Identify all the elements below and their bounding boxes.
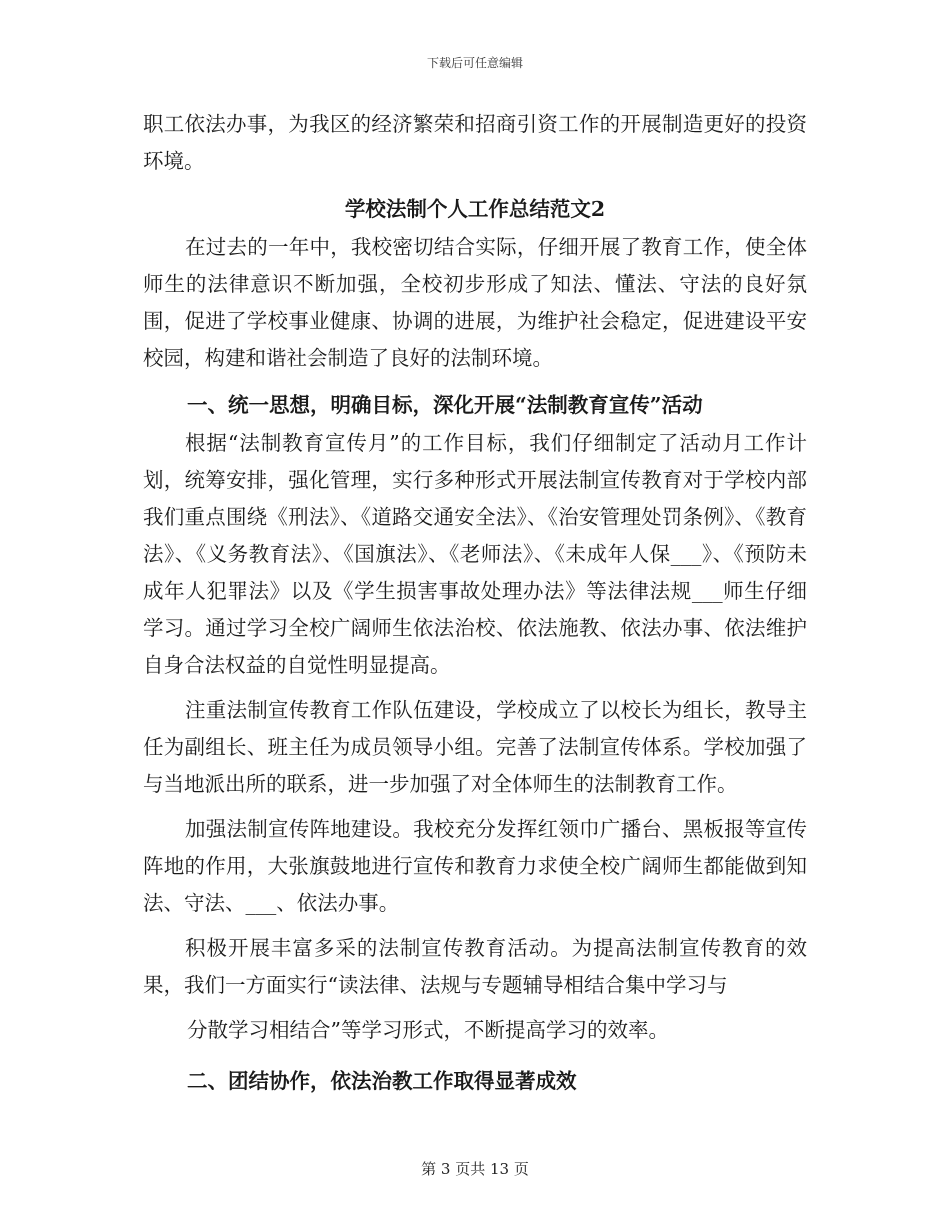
document-title: 学校法制个人工作总结范文2: [344, 197, 606, 221]
page-number: 第 3 页共 13 页: [421, 1160, 529, 1178]
paragraph-activities: 积极开展丰富多采的法制宣传教育活动。为提高法制宣传教育的效果，我们一方面实行“读法律、法规与专题辅导相结合集中学习与: [143, 936, 807, 997]
paragraph-legal-study: 根据“法制教育宣传月”的工作目标，我们仔细制定了活动月工作计划，统筹安排，强化管理，实行多种形式开展法制宣传教育对于学校内部我们重点围绕《刑法》、《道路交通安全法》、《治安管理处罚条例》、《教育法》、《义务教育法》、《国旗法》、《老师法》、《未成年人保___》、《预防未成年人犯罪法》以及《学生损害事故处理办法》等法律法规___师生仔细学习。通过学习全校广阔师生依法治校、依法施教、依法办事、依法维护自身合法权益的自觉性明显提高。: [143, 431, 807, 677]
paragraph-publicity-base: 加强法制宣传阵地建设。我校充分发挥红领巾广播台、黑板报等宣传阵地的作用，大张旗鼓地进行宣传和教育力求使全校广阔师生都能做到知法、守法、___、依法办事。: [143, 817, 807, 915]
page-header-note: 下载后可任意编辑: [426, 56, 523, 70]
paragraph-team-building: 注重法制宣传教育工作队伍建设，学校成立了以校长为组长，教导主任为副组长、班主任为成员领导小组。完善了法制宣传体系。学校加强了与当地派出所的联系，进一步加强了对全体师生的法制教育工作。: [143, 698, 807, 796]
section-heading-1: 一、统一思想，明确目标，深化开展“法制教育宣传”活动: [187, 393, 703, 417]
section-heading-2: 二、团结协作，依法治教工作取得显著成效: [187, 1069, 577, 1093]
document-body: [143, 106, 807, 1101]
paragraph-activities-continued: 分散学习相结合”等学习形式，不断提高学习的效率。: [187, 1018, 669, 1042]
paragraph-continuation: 职工依法办事，为我区的经济繁荣和招商引资工作的开展制造更好的投资环境。: [143, 112, 807, 173]
paragraph-intro: 在过去的一年中，我校密切结合实际，仔细开展了教育工作，使全体师生的法律意识不断加强，全校初步形成了知法、懂法、守法的良好氛围，促进了学校事业健康、协调的进展，为维护社会稳定，促进建设平安校园，构建和谐社会制造了良好的法制环境。: [143, 235, 807, 370]
